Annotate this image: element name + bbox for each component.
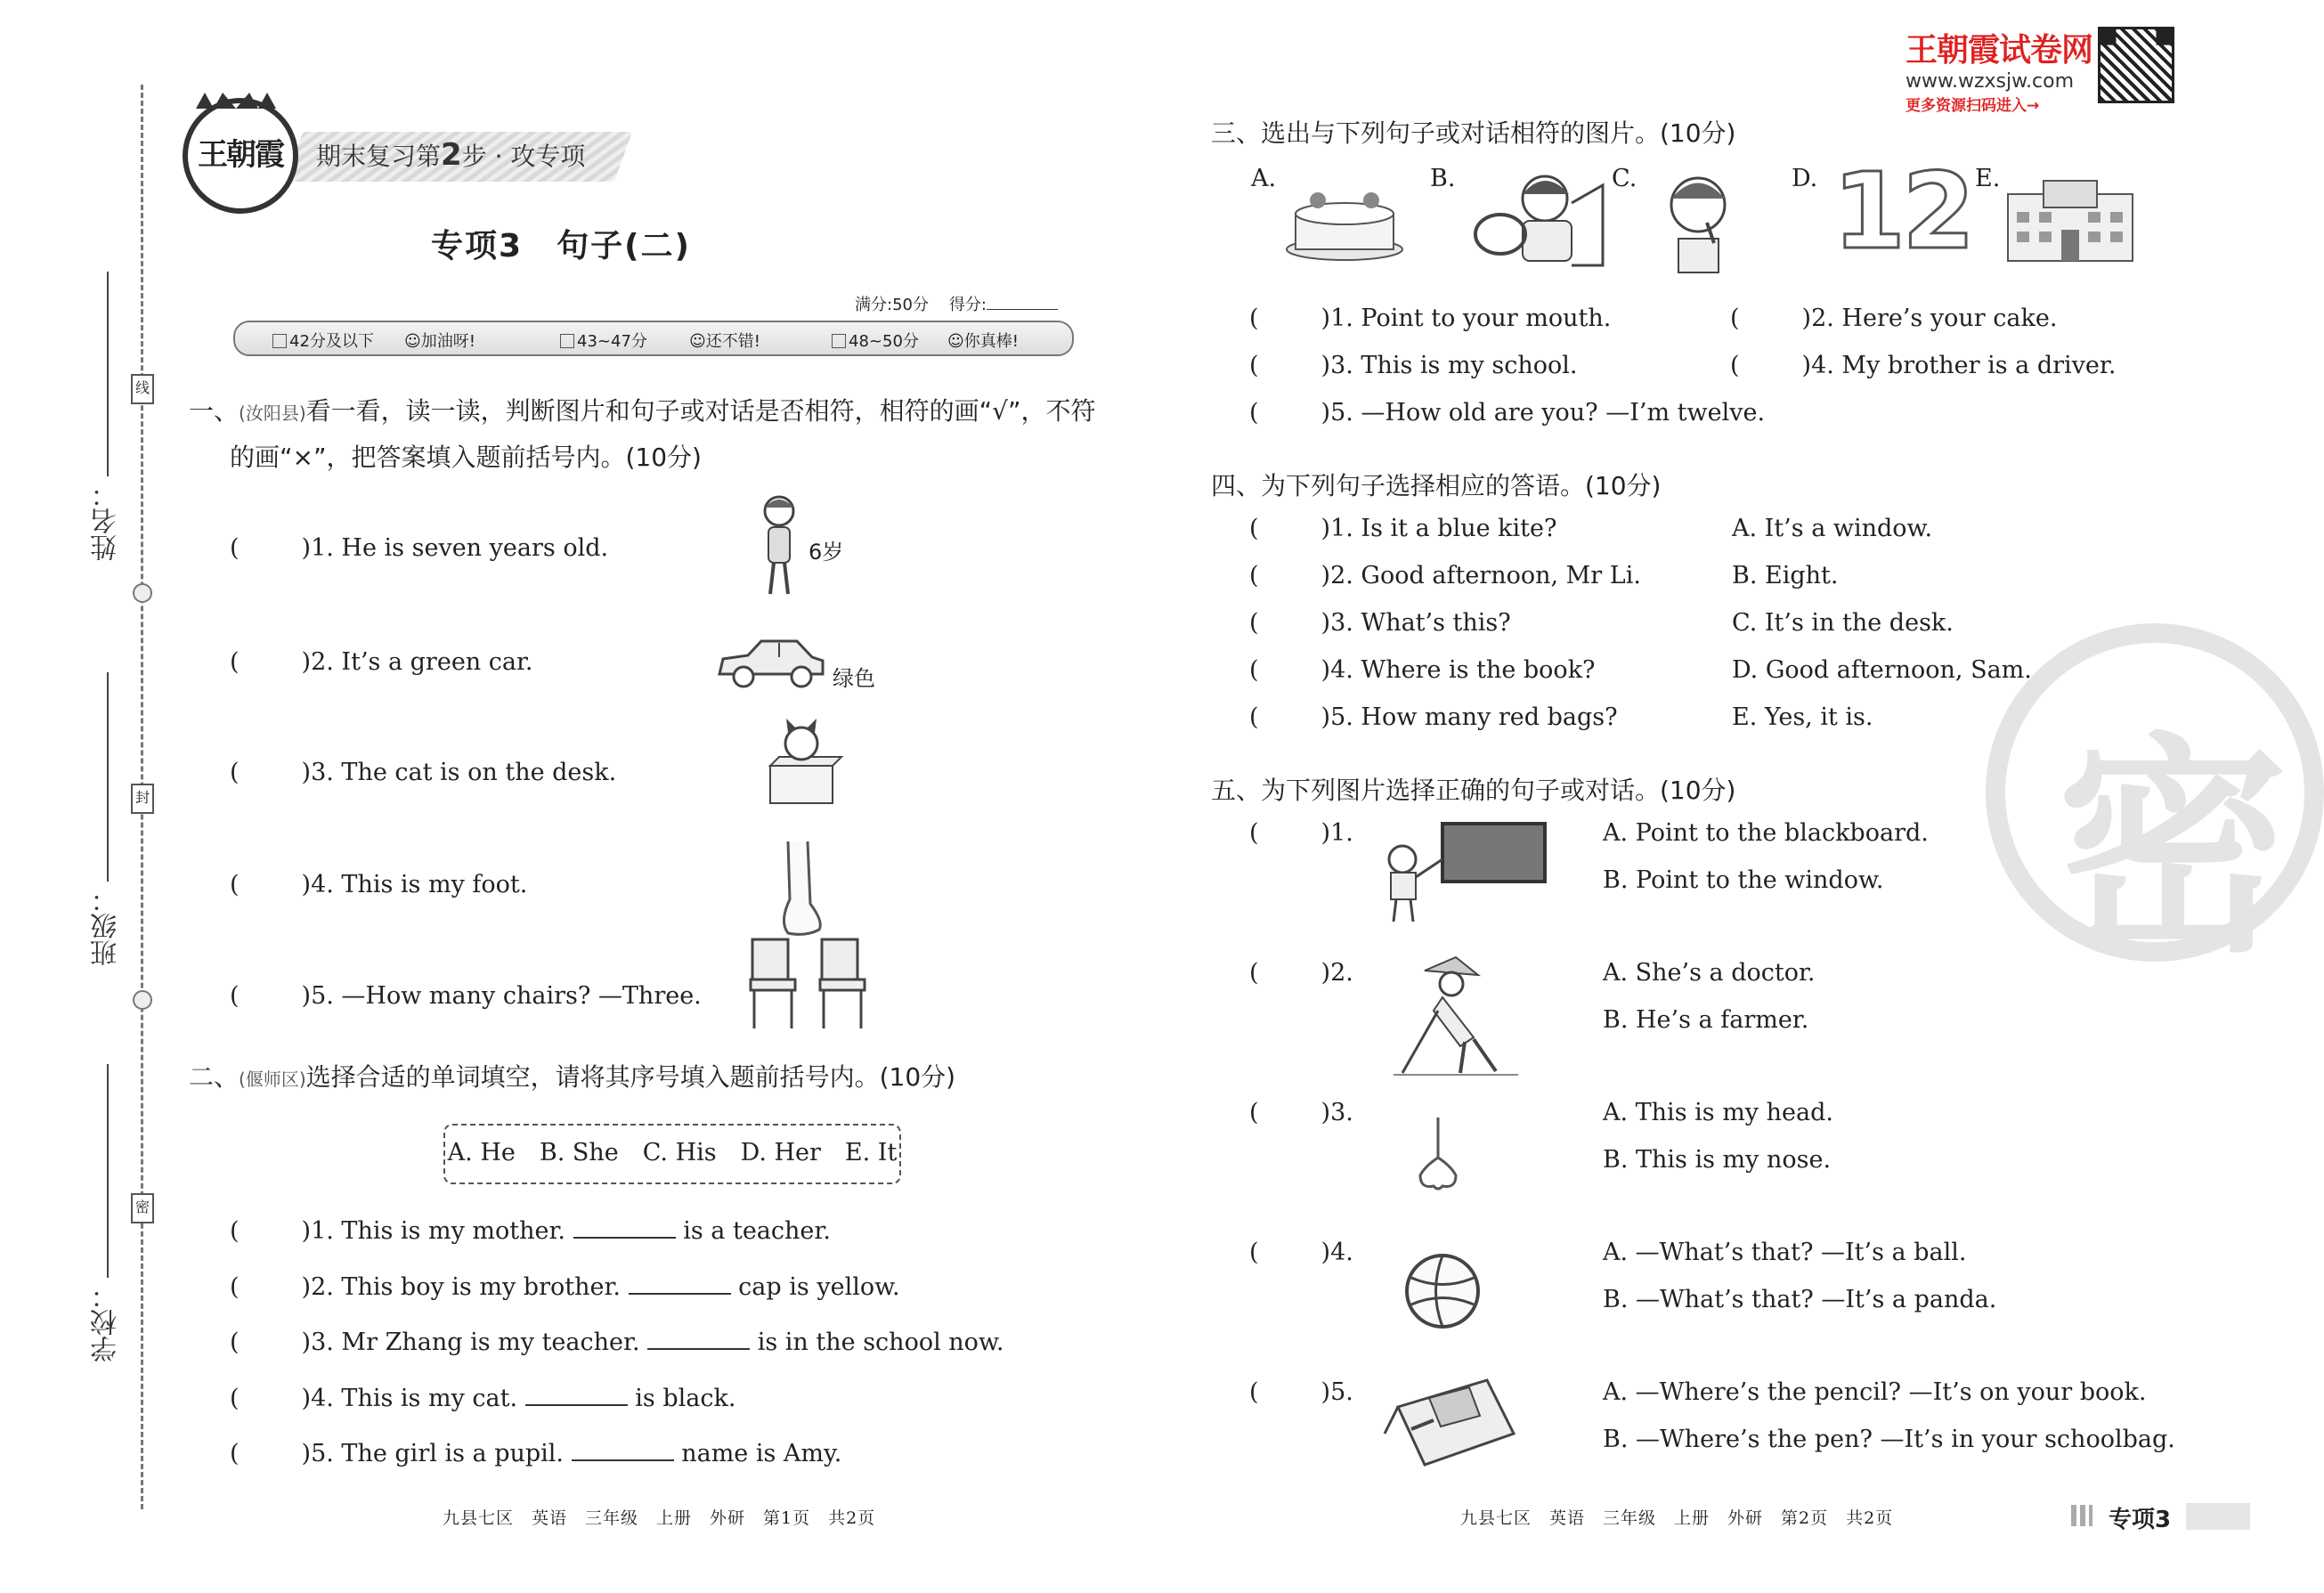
section2-item: ( )2. This boy is my brother. cap is yellow. bbox=[230, 1273, 900, 1301]
grade-option-high[interactable]: 48~50分 bbox=[832, 329, 919, 352]
binding-hole-icon bbox=[133, 583, 152, 603]
section2-item: ( )5. The girl is a pupil. name is Amy. bbox=[230, 1440, 842, 1467]
section4-question: ( )1. Is it a blue kite? bbox=[1249, 515, 1557, 542]
section5-item: ( )4. bbox=[1249, 1239, 1353, 1266]
option-letter: E. bbox=[1975, 165, 2001, 192]
section5-option-a: A. Point to the blackboard. bbox=[1603, 819, 1929, 847]
section4-question: ( )4. Where is the book? bbox=[1249, 656, 1596, 684]
full-score: 满分:50分 bbox=[855, 296, 929, 314]
ball-icon bbox=[1402, 1251, 1483, 1331]
grade-comment: ☺加油呀! bbox=[404, 332, 475, 351]
grade-option-low[interactable]: 42分及以下 bbox=[272, 329, 374, 352]
section2-item: ( )1. This is my mother. is a teacher. bbox=[230, 1217, 831, 1245]
brand-logo bbox=[183, 98, 298, 214]
foot-icon bbox=[770, 837, 833, 939]
girl-icon bbox=[752, 492, 806, 603]
section2-title: 二、(偃师区)选择合适的单词填空，请将其序号填入题前括号内。(10分) bbox=[189, 1062, 956, 1092]
section4-question: ( )3. What’s this? bbox=[1249, 609, 1511, 637]
cat-in-box-icon bbox=[761, 717, 846, 810]
section2-item: ( )4. This is my cat. is black. bbox=[230, 1385, 736, 1412]
logo-text: 王朝霞 bbox=[198, 137, 283, 173]
brand-name: 王朝霞试卷网 bbox=[1906, 32, 2093, 69]
section5-option-b: B. Point to the window. bbox=[1603, 866, 1884, 894]
section2-item: ( )3. Mr Zhang is my teacher. is in the school now. bbox=[230, 1329, 1004, 1356]
section5-item: ( )2. bbox=[1249, 959, 1353, 987]
section1-title-line2: 的画“×”，把答案填入题前括号内。(10分) bbox=[230, 443, 702, 472]
school-label: 学校： bbox=[91, 1282, 122, 1362]
section5-option-a: A. —Where’s the pencil? —It’s on your book. bbox=[1603, 1378, 2147, 1406]
footer-left: 九县七区 英语 三年级 上册 外研 第1页 共2页 bbox=[443, 1508, 876, 1528]
section5-item: ( )5. bbox=[1249, 1378, 1353, 1406]
section3-item: ( )5. —How old are you? —I’m twelve. bbox=[1249, 399, 1766, 427]
seal-char-secret: 密 bbox=[131, 1193, 154, 1223]
section5-option-b: B. —Where’s the pen? —It’s in your schoolbag. bbox=[1603, 1426, 2175, 1453]
option-letter: A. bbox=[1251, 165, 1277, 192]
section3-item: ( )4. My brother is a driver. bbox=[1730, 352, 2117, 379]
age-label: 6岁 bbox=[809, 540, 844, 565]
grade-comment: ☺你真棒! bbox=[947, 332, 1019, 351]
fill-blank[interactable] bbox=[572, 1459, 674, 1461]
cake-icon bbox=[1282, 178, 1407, 263]
name-field[interactable] bbox=[107, 272, 109, 476]
grade-option-mid[interactable]: 43~47分 bbox=[560, 329, 647, 352]
qr-code-icon[interactable] bbox=[2098, 27, 2174, 103]
farmer-icon bbox=[1389, 957, 1523, 1082]
schoolbag-icon bbox=[1380, 1371, 1523, 1474]
chairs-icon bbox=[744, 935, 877, 1033]
section5-title: 五、为下列图片选择正确的句子或对话。(10分) bbox=[1211, 776, 1736, 805]
car-icon bbox=[712, 634, 828, 692]
seal-char-line: 线 bbox=[131, 374, 154, 404]
score-line bbox=[855, 292, 1058, 315]
section3-item: ( )3. This is my school. bbox=[1249, 352, 1578, 379]
section5-option-a: A. This is my head. bbox=[1603, 1099, 1833, 1126]
section4-answer: C. It’s in the desk. bbox=[1732, 609, 1954, 637]
section1-item: ( )5. —How many chairs? —Three. bbox=[230, 982, 702, 1010]
section5-option-a: A. She’s a doctor. bbox=[1603, 959, 1816, 987]
grade-bar bbox=[233, 321, 1074, 356]
fill-blank[interactable] bbox=[525, 1404, 628, 1406]
section4-answer: A. It’s a window. bbox=[1732, 515, 1933, 542]
driver-icon bbox=[1460, 167, 1607, 274]
seal-char-seal: 封 bbox=[131, 784, 154, 814]
option-letter: C. bbox=[1612, 165, 1637, 192]
crown-icon bbox=[191, 89, 280, 110]
fill-blank[interactable] bbox=[629, 1293, 731, 1295]
binding-hole-icon bbox=[133, 990, 152, 1010]
page-title: 专项3 句子(二) bbox=[431, 228, 691, 264]
name-label: 姓名： bbox=[91, 481, 122, 561]
section1-item: ( )2. It’s a green car. bbox=[230, 648, 533, 676]
brand-sub: 更多资源扫码进入→ bbox=[1906, 97, 2040, 115]
watermark-icon: 密 bbox=[2057, 715, 2288, 984]
section5-option-b: B. —What’s that? —It’s a panda. bbox=[1603, 1286, 1997, 1313]
section5-option-b: B. This is my nose. bbox=[1603, 1146, 1832, 1174]
section5-item: ( )1. bbox=[1249, 819, 1353, 847]
section4-answer: B. Eight. bbox=[1732, 562, 1839, 589]
section-tag: 专项3 bbox=[2109, 1507, 2172, 1533]
grade-comment: ☺还不错! bbox=[689, 332, 760, 351]
nose-icon bbox=[1402, 1113, 1474, 1193]
brand-url[interactable]: www.wzxsjw.com bbox=[1906, 70, 2075, 93]
color-label: 绿色 bbox=[833, 666, 875, 691]
word-bank: A. He B. She C. His D. Her E. It bbox=[443, 1124, 901, 1184]
brand-block bbox=[1906, 25, 2092, 115]
banner-text: 期末复习第2步 · 攻专项 bbox=[316, 137, 586, 173]
section1-item: ( )1. He is seven years old. bbox=[230, 534, 609, 562]
section3-title: 三、选出与下列句子或对话相符的图片。(10分) bbox=[1211, 118, 1736, 148]
section5-option-b: B. He’s a farmer. bbox=[1603, 1006, 1809, 1034]
section4-question: ( )2. Good afternoon, Mr Li. bbox=[1249, 562, 1641, 589]
section4-answer: D. Good afternoon, Sam. bbox=[1732, 656, 2032, 684]
score-label: 得分: bbox=[948, 296, 987, 314]
class-label: 班级： bbox=[91, 886, 122, 966]
section5-option-a: A. —What’s that? —It’s a ball. bbox=[1603, 1239, 1967, 1266]
fill-blank[interactable] bbox=[573, 1237, 676, 1239]
footer-right: 九县七区 英语 三年级 上册 外研 第2页 共2页 bbox=[1460, 1508, 1894, 1528]
score-field[interactable] bbox=[987, 309, 1058, 310]
checkbox[interactable] bbox=[832, 334, 846, 348]
section1-item: ( )4. This is my foot. bbox=[230, 871, 528, 898]
section1-item: ( )3. The cat is on the desk. bbox=[230, 759, 617, 786]
school-field[interactable] bbox=[107, 1064, 109, 1278]
boy-pointing-mouth-icon bbox=[1661, 167, 1736, 274]
section4-title: 四、为下列句子选择相应的答语。(10分) bbox=[1211, 471, 1662, 500]
class-field[interactable] bbox=[107, 672, 109, 882]
number-12-icon: 12 bbox=[1832, 150, 1972, 272]
section5-item: ( )3. bbox=[1249, 1099, 1353, 1126]
option-letter: D. bbox=[1792, 165, 1818, 192]
fill-blank[interactable] bbox=[647, 1348, 750, 1350]
section4-answer: E. Yes, it is. bbox=[1732, 703, 1873, 731]
blackboard-icon bbox=[1380, 819, 1549, 926]
section1-title: 一、(汝阳县)看一看，读一读，判断图片和句子或对话是否相符，相符的画“√”，不符 bbox=[189, 396, 1096, 426]
section3-item: ( )1. Point to your mouth. bbox=[1249, 305, 1612, 332]
option-letter: B. bbox=[1430, 165, 1456, 192]
school-icon bbox=[2003, 176, 2137, 265]
checkbox[interactable] bbox=[272, 334, 287, 348]
section4-question: ( )5. How many red bags? bbox=[1249, 703, 1618, 731]
tag-dots-icon bbox=[2071, 1505, 2092, 1526]
checkbox[interactable] bbox=[560, 334, 574, 348]
section3-item: ( )2. Here’s your cake. bbox=[1730, 305, 2058, 332]
tag-bar bbox=[2186, 1503, 2250, 1530]
